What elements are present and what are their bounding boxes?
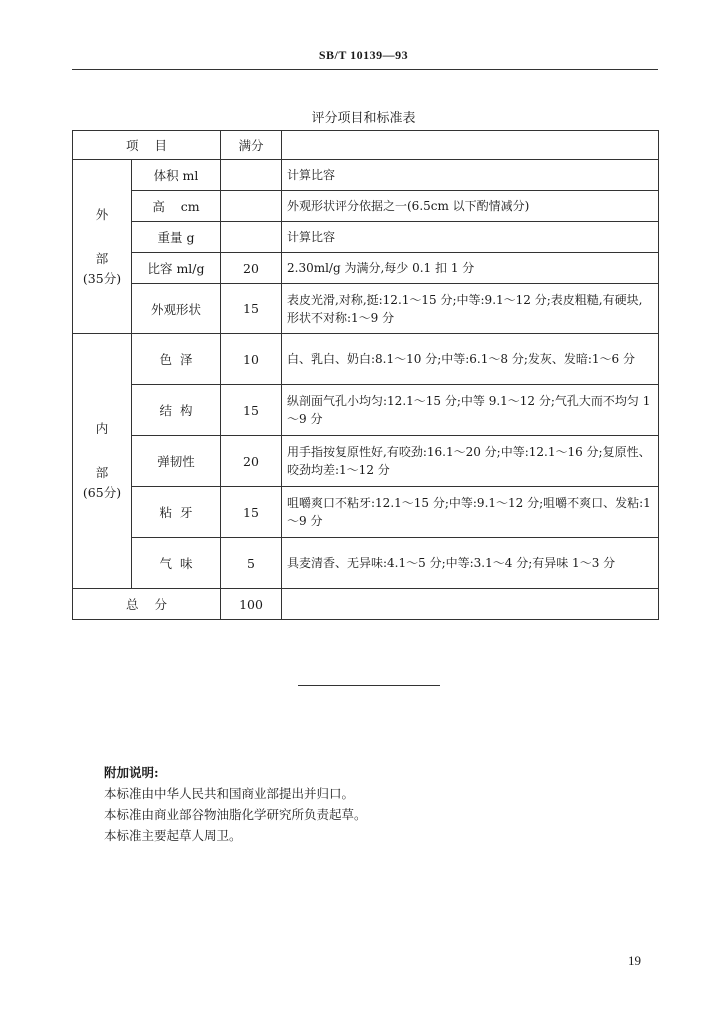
row-item: 气 味	[132, 538, 221, 589]
table-row	[73, 160, 659, 191]
group-inner-name-bottom: 部	[95, 465, 109, 480]
header-item-cell: 项 目	[73, 131, 221, 160]
notes-line: 本标准由中华人民共和国商业部提出并归口。	[104, 786, 355, 801]
group-outer-name-top: 外	[95, 206, 109, 222]
row-max: 15	[221, 284, 282, 334]
page-number: 19	[628, 953, 641, 968]
row-desc: 外观形状评分依据之一(6.5cm 以下酌情减分)	[282, 191, 659, 222]
row-item: 重量 g	[132, 222, 221, 253]
row-desc: 纵剖面气孔小均匀:12.1～15 分;中等 9.1～12 分;气孔大而不均匀 1～9 分	[282, 385, 659, 436]
table-row	[73, 334, 659, 385]
row-max	[221, 160, 282, 191]
row-desc: 计算比容	[282, 160, 659, 191]
section-divider	[298, 685, 440, 686]
table-header-row	[73, 131, 659, 160]
group-outer-points: (35分)	[82, 270, 122, 286]
notes-title: 附加说明:	[104, 765, 159, 780]
table-row	[73, 538, 659, 589]
row-desc: 用手指按复原性好,有咬劲:16.1～20 分;中等:12.1～16 分;复原性、咬劲均差:1～12 分	[282, 436, 659, 487]
row-item: 结 构	[132, 385, 221, 436]
row-max	[221, 222, 282, 253]
row-desc: 计算比容	[282, 222, 659, 253]
table-row	[73, 436, 659, 487]
total-label: 总 分	[73, 589, 221, 620]
table-row	[73, 253, 659, 284]
row-max: 10	[221, 334, 282, 385]
total-max: 100	[221, 589, 282, 620]
additional-notes	[104, 762, 367, 846]
row-max: 20	[221, 436, 282, 487]
notes-line: 本标准主要起草人周卫。	[104, 828, 242, 843]
group-outer-cell	[73, 160, 132, 334]
row-max: 20	[221, 253, 282, 284]
table-row	[73, 191, 659, 222]
total-desc	[282, 589, 659, 620]
row-max: 5	[221, 538, 282, 589]
table-row	[73, 284, 659, 334]
header-divider	[72, 69, 658, 70]
group-inner-cell	[73, 334, 132, 589]
table-row	[73, 385, 659, 436]
header-max-cell: 满分	[221, 131, 282, 160]
row-max	[221, 191, 282, 222]
document-code-header: SB/T 10139—93	[318, 48, 409, 62]
group-inner-points: (65分)	[82, 485, 122, 500]
header-standard-cell	[282, 131, 659, 160]
table-total-row	[73, 589, 659, 620]
row-item: 色 泽	[132, 334, 221, 385]
table-row	[73, 487, 659, 538]
row-desc: 白、乳白、奶白:8.1～10 分;中等:6.1～8 分;发灰、发暗:1～6 分	[282, 334, 659, 385]
row-max: 15	[221, 487, 282, 538]
row-max: 15	[221, 385, 282, 436]
row-item: 粘 牙	[132, 487, 221, 538]
table-title: 评分项目和标准表	[311, 111, 416, 126]
row-item: 弹韧性	[132, 436, 221, 487]
row-item: 比容 ml/g	[132, 253, 221, 284]
table-row	[73, 222, 659, 253]
row-desc: 表皮光滑,对称,挺:12.1～15 分;中等:9.1～12 分;表皮粗糙,有硬块,形状不对称:1～9 分	[282, 284, 659, 334]
row-item: 高 cm	[132, 191, 221, 222]
row-desc: 咀嚼爽口不粘牙:12.1～15 分;中等:9.1～12 分;咀嚼不爽口、发粘:1～9 分	[282, 487, 659, 538]
scoring-table	[72, 130, 659, 620]
group-inner-name-top: 内	[95, 421, 109, 436]
row-item: 外观形状	[132, 284, 221, 334]
notes-line: 本标准由商业部谷物油脂化学研究所负责起草。	[104, 807, 367, 822]
row-desc: 2.30ml/g 为满分,每少 0.1 扣 1 分	[282, 253, 659, 284]
row-desc: 具麦清香、无异味:4.1～5 分;中等:3.1～4 分;有异味 1～3 分	[282, 538, 659, 589]
row-item: 体积 ml	[132, 160, 221, 191]
group-outer-name-bottom: 部	[95, 250, 109, 266]
